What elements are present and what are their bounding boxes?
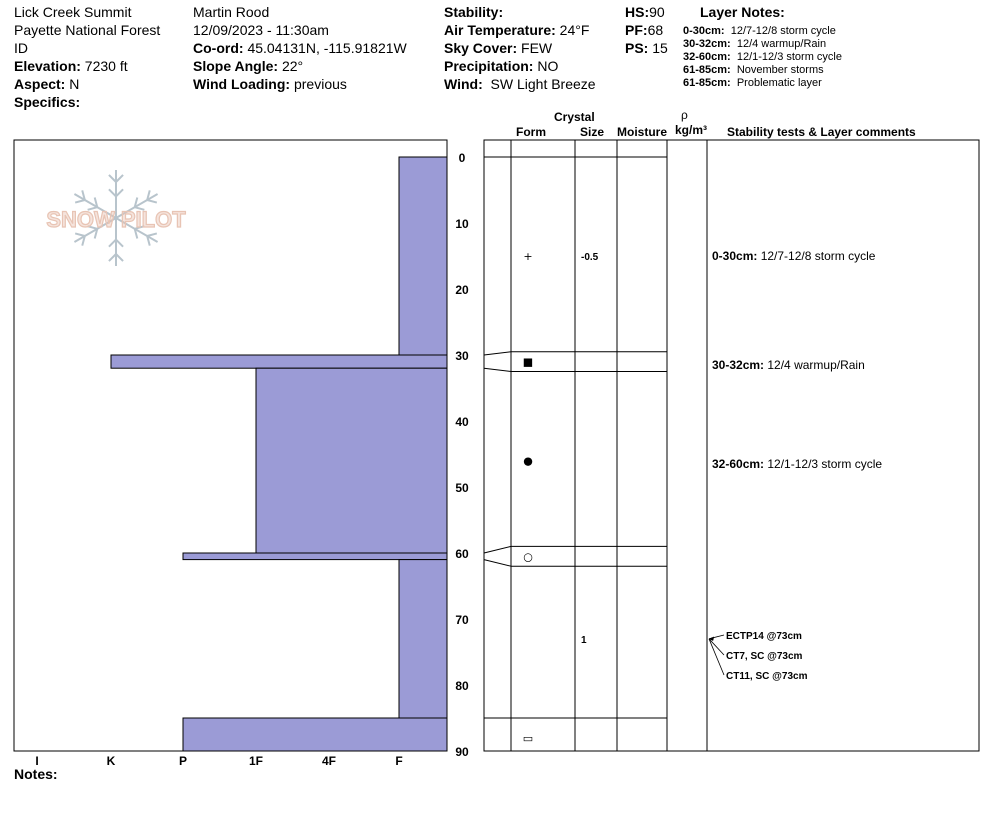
- depth-tick-label: 40: [455, 415, 469, 429]
- hardness-tick-label: P: [178, 754, 188, 768]
- depth-tick-label: 50: [455, 481, 469, 495]
- stability-tests: [709, 631, 808, 682]
- hardness-bar: [256, 368, 447, 553]
- snowpilot-logo: [46, 170, 186, 266]
- snowflake-branch: [116, 189, 123, 196]
- test-pointer: [709, 639, 724, 675]
- hardness-tick-label: F: [395, 754, 403, 768]
- grain-size-value: 1: [581, 634, 587, 646]
- layer-comment-range: 32-60cm:: [712, 456, 768, 471]
- layer-note-range: 61-85cm:: [683, 77, 731, 89]
- specifics-label: Specifics:: [14, 94, 81, 110]
- sky-label: Sky Cover:: [444, 40, 518, 56]
- grain-size-value: -0.5: [581, 252, 599, 263]
- layer-note-range: 30-32cm:: [683, 38, 731, 50]
- depth-tick-label: 70: [455, 613, 469, 627]
- layer-comment: [712, 457, 882, 471]
- layer-note-text: 12/7-12/8 storm cycle: [730, 25, 836, 37]
- grain-form-symbol: +: [523, 250, 533, 263]
- snowflake-branch: [109, 254, 116, 261]
- layer-note-range: 0-30cm:: [683, 25, 725, 37]
- layer-comment-range: 30-32cm:: [712, 357, 768, 372]
- wind-loading-value: previous: [293, 76, 347, 92]
- hs-value: 90: [649, 4, 665, 20]
- slope-label: Slope Angle:: [193, 58, 279, 74]
- depth-tick-label: 10: [455, 217, 469, 231]
- snowflake-branch: [75, 233, 85, 236]
- layer-note-range: 32-60cm:: [683, 51, 731, 63]
- layer-table-grid: [484, 140, 707, 751]
- slope-value: 22°: [281, 58, 304, 74]
- grain-form-symbol: ▭: [522, 731, 534, 745]
- layer-comment: [712, 358, 865, 372]
- layer-note-text: 12/4 warmup/Rain: [736, 38, 827, 50]
- hardness-tick-label: K: [106, 754, 116, 768]
- crystal-header: Crystal: [554, 110, 595, 124]
- pf-label: PF:: [625, 22, 648, 38]
- stability-test-label: ECTP14 @73cm: [726, 631, 802, 642]
- hardness-axis: [35, 754, 402, 768]
- layer-comment-range: 0-30cm:: [712, 249, 761, 263]
- depth-tick-label: 30: [455, 349, 469, 363]
- snowflake-branch: [109, 189, 116, 196]
- rho-header: ρ: [681, 108, 688, 122]
- snowflake-branch: [147, 233, 157, 236]
- depth-tick-label: 20: [455, 283, 469, 297]
- coord-label: Co-ord:: [193, 40, 244, 56]
- air-temp-label: Air Temperature:: [444, 22, 556, 38]
- observer-name: Martin Rood: [193, 4, 270, 20]
- ps-label: PS:: [625, 40, 649, 56]
- elevation-value: 7230 ft: [84, 58, 128, 74]
- depth-axis: [455, 151, 490, 759]
- size-header: Size: [580, 125, 605, 139]
- hardness-tick-label: 4F: [321, 754, 337, 768]
- elevation-label: Elevation:: [14, 58, 81, 74]
- hardness-bar: [183, 718, 447, 751]
- layer-boundary-connector: [484, 546, 511, 553]
- stability-header: Stability tests & Layer comments: [727, 125, 916, 139]
- wind-value: SW Light Breeze: [490, 76, 596, 92]
- snowflake-branch: [147, 200, 157, 203]
- logo-text: SNOW PILOT: [46, 207, 186, 232]
- snowflake-branch: [75, 200, 85, 203]
- coord-value: 45.04131N, -115.91821W: [247, 40, 407, 56]
- layer-comment-text: 12/4 warmup/Rain: [767, 357, 865, 372]
- air-temp-value: 24°F: [559, 22, 590, 38]
- state-name: ID: [14, 40, 28, 56]
- depth-tick-label: 90: [455, 745, 469, 759]
- moisture-header: Moisture: [617, 125, 668, 139]
- density-header: kg/m³: [675, 123, 708, 137]
- forest-name: Payette National Forest: [14, 22, 161, 38]
- wind-label: Wind:: [444, 76, 483, 92]
- layer-note-text: November storms: [736, 64, 824, 76]
- ps-value: 15: [652, 40, 668, 56]
- stability-test-label: CT7, SC @73cm: [726, 651, 803, 662]
- grain-form-symbol: ●: [523, 454, 533, 468]
- layer-comment-text: 12/1-12/3 storm cycle: [767, 456, 883, 471]
- observation-datetime: 12/09/2023 - 11:30am: [193, 22, 329, 38]
- precip-label: Precipitation:: [444, 58, 534, 74]
- layer-comments: [712, 249, 882, 471]
- snowflake-branch: [116, 240, 123, 247]
- wind-loading-label: Wind Loading:: [193, 76, 291, 92]
- layer-note-text: 12/1-12/3 storm cycle: [736, 51, 842, 63]
- layer-notes-title-text: Layer Notes:: [700, 4, 785, 20]
- aspect-value: N: [69, 76, 80, 92]
- hardness-bar: [111, 355, 447, 368]
- location-name: Lick Creek Summit: [14, 4, 132, 20]
- hardness-tick-label: I: [35, 754, 39, 768]
- aspect-label: Aspect:: [14, 76, 66, 92]
- precip-value: NO: [537, 58, 559, 74]
- layer-note-range: 61-85cm:: [683, 64, 731, 76]
- notes-label: Notes:: [14, 766, 58, 782]
- hardness-bars: [111, 157, 447, 751]
- hardness-tick-label: 1F: [248, 754, 264, 768]
- layer-note-text: Problematic layer: [736, 77, 822, 89]
- layer-boundary-connector: [484, 368, 511, 371]
- depth-tick-label: 60: [455, 547, 469, 561]
- snowflake-branch: [116, 254, 123, 261]
- hardness-bar: [183, 553, 447, 560]
- layer-boundary-connector: [484, 560, 511, 567]
- depth-tick-label: 0: [458, 151, 466, 165]
- snowflake-branch: [109, 175, 116, 182]
- stability-label: Stability:: [444, 4, 504, 20]
- sky-value: FEW: [521, 40, 553, 56]
- layer-comment-text: 12/7-12/8 storm cycle: [760, 249, 876, 263]
- snowflake-branch: [116, 175, 123, 182]
- layer-rows: [523, 250, 599, 745]
- pf-value: 68: [647, 22, 664, 38]
- grain-form-symbol: ■: [522, 355, 534, 369]
- hs-label: HS:: [625, 4, 650, 20]
- snowflake-branch: [109, 240, 116, 247]
- form-header: Form: [516, 125, 546, 139]
- hardness-bar: [399, 157, 447, 355]
- stability-test-label: CT11, SC @73cm: [726, 671, 808, 682]
- depth-tick-label: 80: [455, 679, 469, 693]
- test-pointer: [709, 639, 724, 655]
- layer-boundary-connector: [484, 352, 511, 355]
- layer-comment: [712, 249, 876, 263]
- hardness-bar: [399, 560, 447, 718]
- grain-form-symbol: ○: [523, 550, 533, 564]
